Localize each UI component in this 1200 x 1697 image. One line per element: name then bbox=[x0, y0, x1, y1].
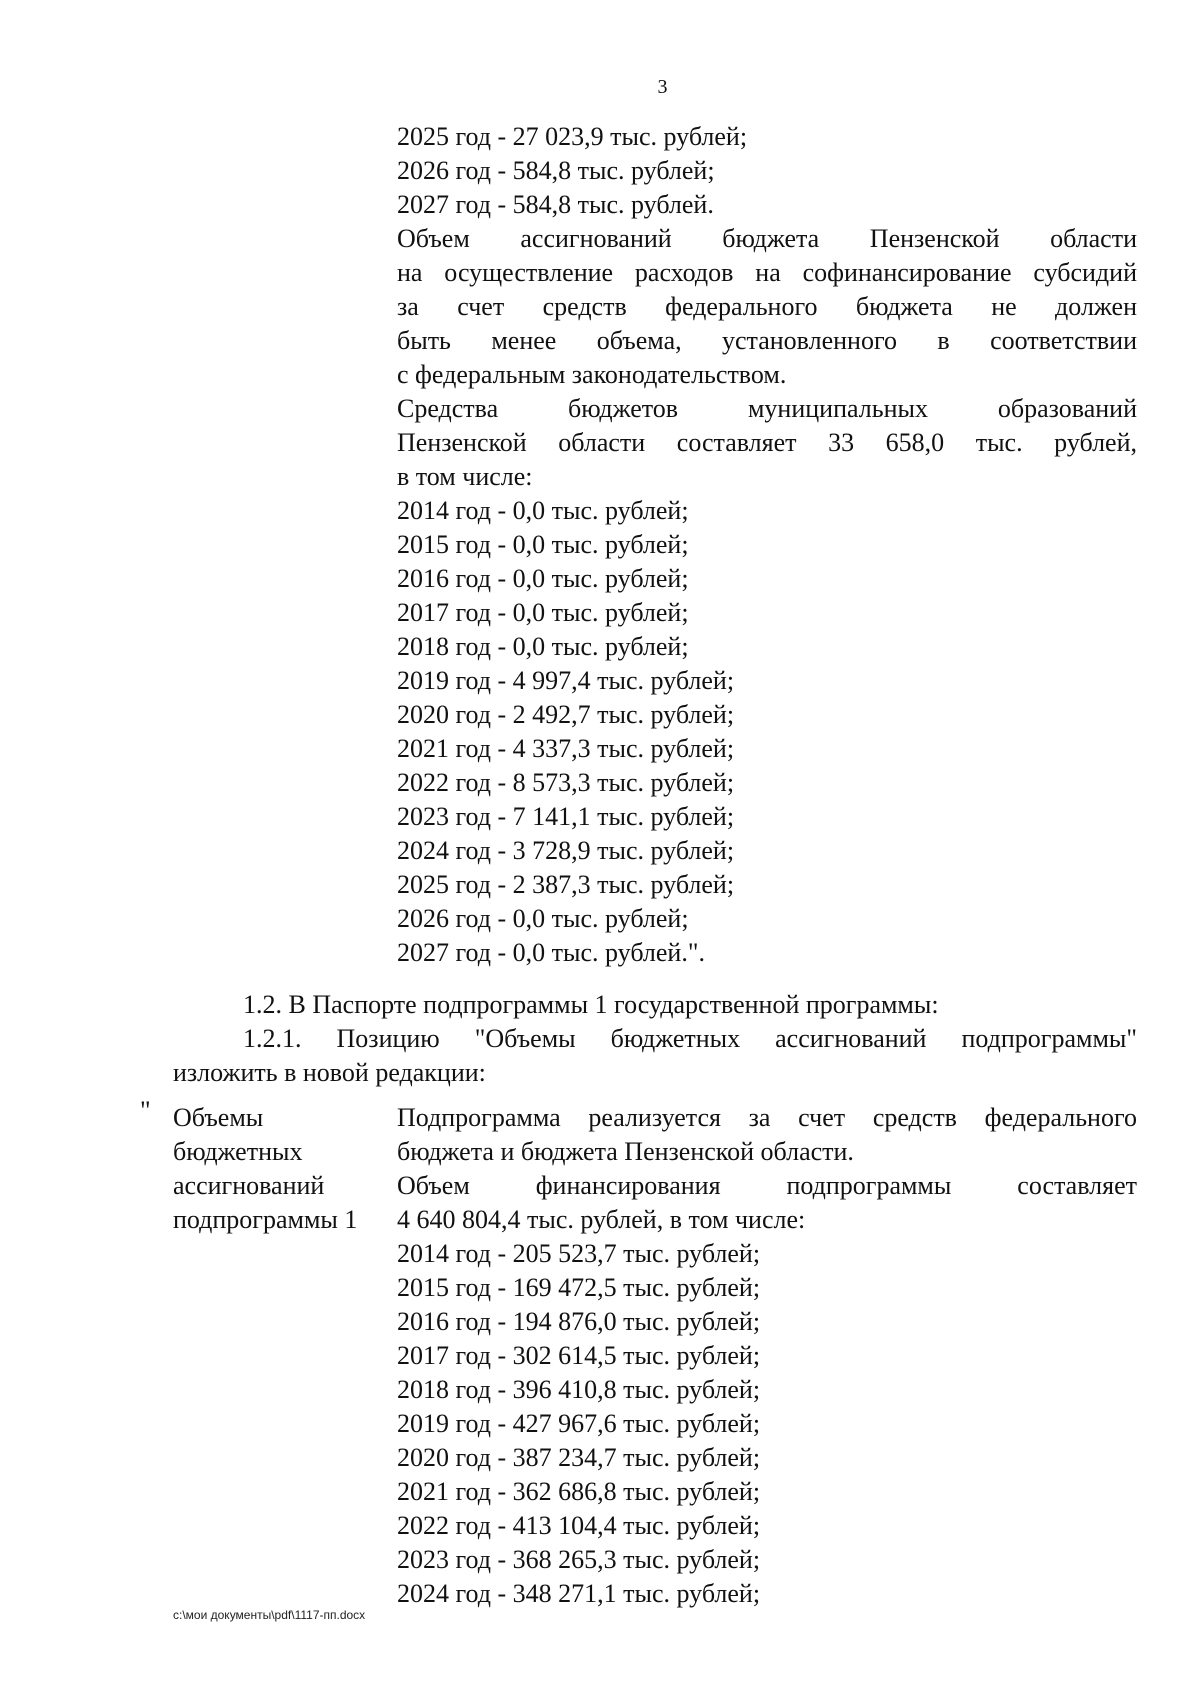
year-line: 2015 год - 169 472,5 тыс. рублей; bbox=[397, 1273, 761, 1302]
paragraph-line: бюджета и бюджета Пензенской области. bbox=[397, 1137, 854, 1166]
year-line: 2027 год - 584,8 тыс. рублей. bbox=[397, 190, 714, 219]
paragraph-line: в том числе: bbox=[397, 462, 533, 491]
paragraph-line: на осуществление расходов на софинансирование субсидий bbox=[397, 258, 1137, 287]
year-line: 2015 год - 0,0 тыс. рублей; bbox=[397, 530, 689, 559]
paragraph-line: Пензенской области составляет 33 658,0 тыс. рублей, bbox=[397, 428, 1137, 457]
label-line: ассигнований bbox=[173, 1171, 325, 1200]
page-number: 3 bbox=[657, 76, 668, 98]
section-subheading-continuation: изложить в новой редакции: bbox=[173, 1058, 486, 1087]
year-line: 2018 год - 0,0 тыс. рублей; bbox=[397, 632, 689, 661]
paragraph-line: Подпрограмма реализуется за счет средств федерального bbox=[397, 1103, 1137, 1132]
paragraph-line: 4 640 804,4 тыс. рублей, в том числе: bbox=[397, 1205, 806, 1234]
paragraph-line: с федеральным законодательством. bbox=[397, 360, 787, 389]
year-line: 2021 год - 362 686,8 тыс. рублей; bbox=[397, 1477, 761, 1506]
year-line: 2021 год - 4 337,3 тыс. рублей; bbox=[397, 734, 735, 763]
year-line: 2019 год - 4 997,4 тыс. рублей; bbox=[397, 666, 735, 695]
year-line: 2024 год - 3 728,9 тыс. рублей; bbox=[397, 836, 735, 865]
funding-continuation-block bbox=[397, 120, 1137, 970]
table-left-label bbox=[173, 1101, 388, 1237]
paragraph-line: за счет средств федерального бюджета не должен bbox=[397, 292, 1137, 321]
label-line: бюджетных bbox=[173, 1137, 303, 1166]
year-line: 2024 год - 348 271,1 тыс. рублей; bbox=[397, 1579, 761, 1608]
opening-quote-mark: " bbox=[140, 1096, 151, 1125]
footer-file-path: c:\мои документы\pdf\1117-пп.docx bbox=[173, 1608, 366, 1622]
year-line: 2027 год - 0,0 тыс. рублей.". bbox=[397, 938, 705, 967]
year-line: 2020 год - 2 492,7 тыс. рублей; bbox=[397, 700, 735, 729]
year-line: 2017 год - 0,0 тыс. рублей; bbox=[397, 598, 689, 627]
year-line: 2025 год - 2 387,3 тыс. рублей; bbox=[397, 870, 735, 899]
table-right-content bbox=[397, 1101, 1137, 1611]
label-line: Объемы bbox=[173, 1103, 264, 1132]
year-line: 2022 год - 8 573,3 тыс. рублей; bbox=[397, 768, 735, 797]
year-line: 2016 год - 194 876,0 тыс. рублей; bbox=[397, 1307, 761, 1336]
year-line: 2014 год - 0,0 тыс. рублей; bbox=[397, 496, 689, 525]
year-line: 2018 год - 396 410,8 тыс. рублей; bbox=[397, 1375, 761, 1404]
section-heading: 1.2. В Паспорте подпрограммы 1 государственной программы: bbox=[243, 990, 939, 1019]
year-line: 2026 год - 0,0 тыс. рублей; bbox=[397, 904, 689, 933]
paragraph-line: Объем ассигнований бюджета Пензенской области bbox=[397, 224, 1137, 253]
section-subheading: 1.2.1. Позицию "Объемы бюджетных ассигнований подпрограммы" bbox=[243, 1024, 1137, 1053]
paragraph-line: Объем финансирования подпрограммы составляет bbox=[397, 1171, 1137, 1200]
year-line: 2017 год - 302 614,5 тыс. рублей; bbox=[397, 1341, 761, 1370]
year-line: 2020 год - 387 234,7 тыс. рублей; bbox=[397, 1443, 761, 1472]
year-line: 2016 год - 0,0 тыс. рублей; bbox=[397, 564, 689, 593]
year-line: 2025 год - 27 023,9 тыс. рублей; bbox=[397, 122, 748, 151]
year-line: 2023 год - 368 265,3 тыс. рублей; bbox=[397, 1545, 761, 1574]
year-line: 2019 год - 427 967,6 тыс. рублей; bbox=[397, 1409, 761, 1438]
paragraph-line: Средства бюджетов муниципальных образований bbox=[397, 394, 1137, 423]
year-line: 2023 год - 7 141,1 тыс. рублей; bbox=[397, 802, 735, 831]
year-line: 2022 год - 413 104,4 тыс. рублей; bbox=[397, 1511, 761, 1540]
year-line: 2014 год - 205 523,7 тыс. рублей; bbox=[397, 1239, 761, 1268]
paragraph-line: быть менее объема, установленного в соответствии bbox=[397, 326, 1137, 355]
label-line: подпрограммы 1 bbox=[173, 1205, 358, 1234]
year-line: 2026 год - 584,8 тыс. рублей; bbox=[397, 156, 715, 185]
section-1-2 bbox=[173, 988, 1137, 1090]
